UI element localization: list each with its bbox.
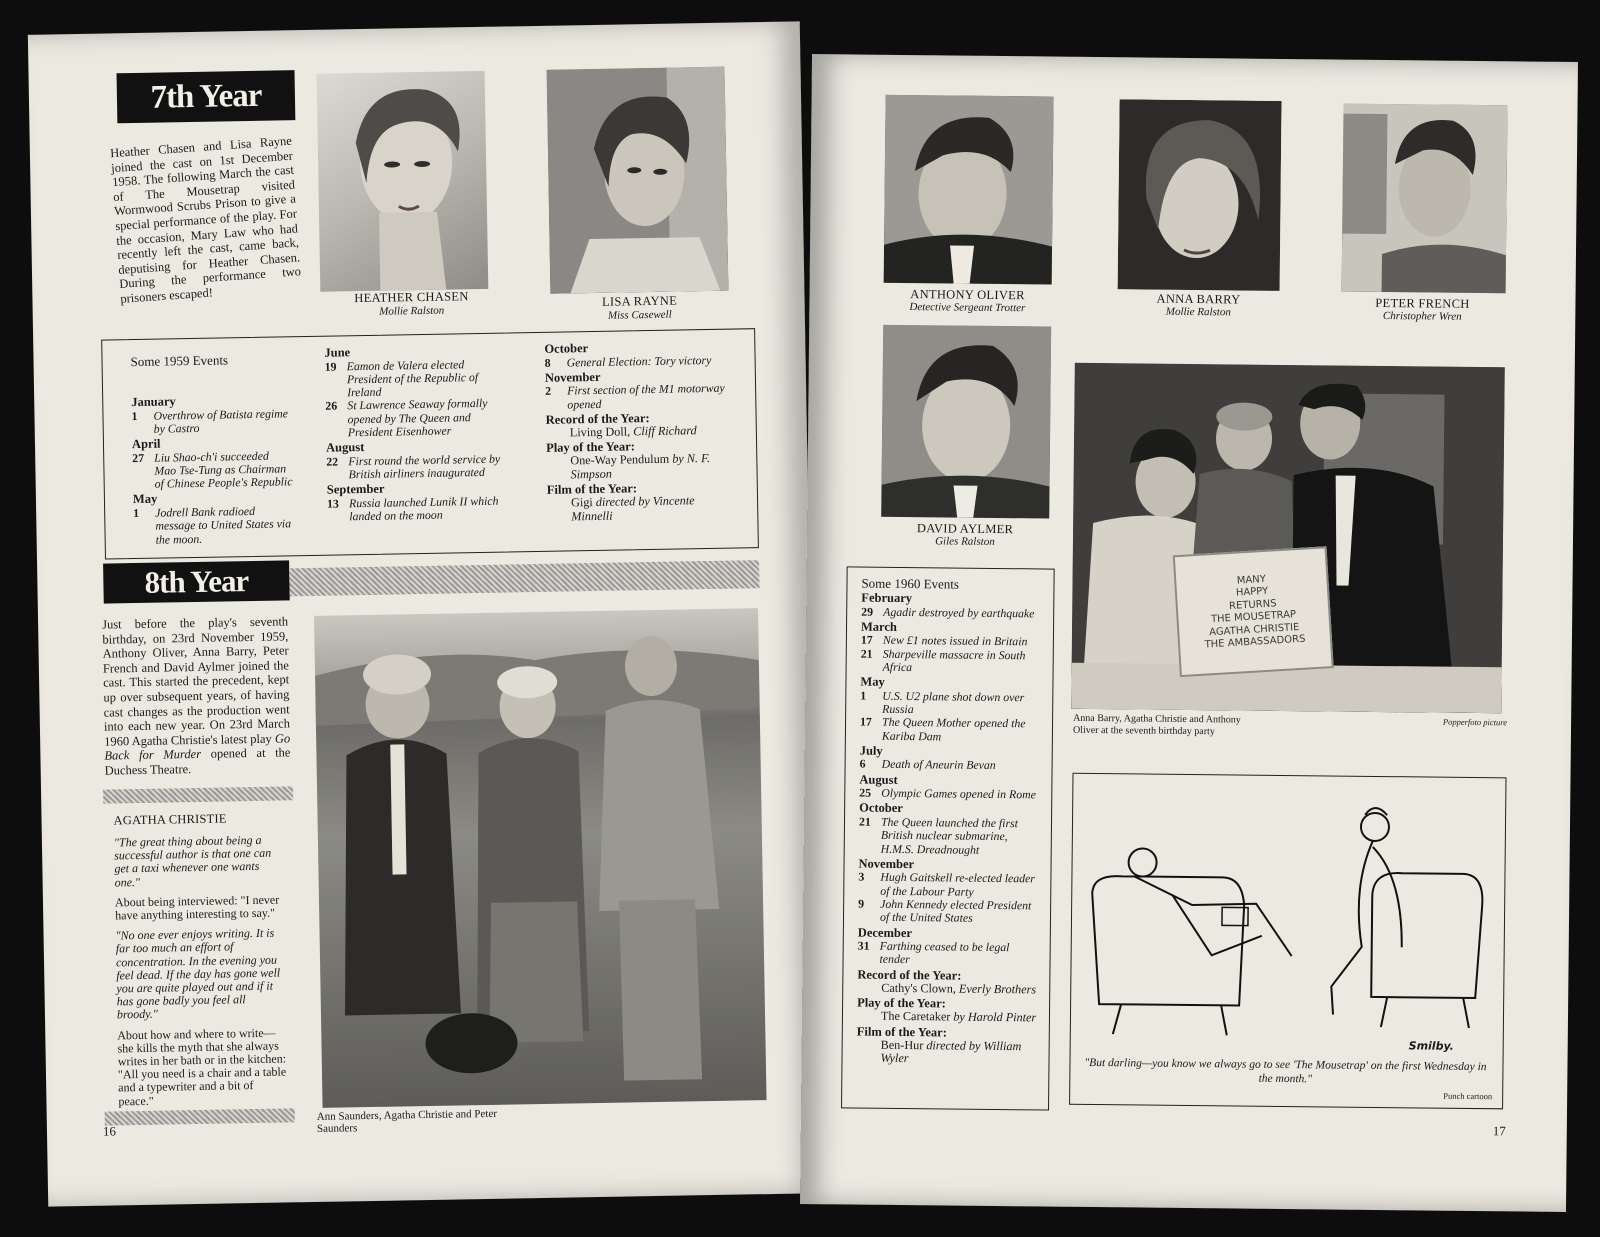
- record-credit: Everly Brothers: [958, 981, 1037, 997]
- agatha-box-top-rule: [103, 786, 293, 803]
- year-8-text: [102, 614, 291, 778]
- cartoon-caption: "But darling—you know we always go to see 'The Mousetrap' on the first Wednesday in the month.": [1084, 1056, 1487, 1086]
- record-credit: Cliff Richard: [633, 423, 697, 439]
- record-body: [857, 981, 1037, 996]
- event-item: [326, 452, 506, 482]
- david-aylmer-photo: [881, 325, 1051, 519]
- events-1959-box: [101, 328, 759, 559]
- record-body: [856, 1038, 1036, 1067]
- record-value: Cathy's Clown,: [881, 980, 956, 996]
- year-8-text-part-2: opened at the Duchess Theatre.: [104, 745, 291, 778]
- heather-chasen-photo: [317, 71, 489, 292]
- record-value: One-Way Pendulum: [570, 452, 670, 468]
- anthony-oliver-photo: [884, 95, 1054, 285]
- anna-barry-name: ANNA BARRY: [1156, 291, 1241, 307]
- cake-line: THE MOUSETRAP: [1210, 609, 1297, 626]
- interview-quote: About being interviewed: "I never have anything interesting to say.": [114, 892, 280, 923]
- birthday-party-photo: [1071, 363, 1505, 713]
- lisa-rayne-role: Miss Casewell: [607, 308, 672, 322]
- event-text: John Kennedy elected President of the United States: [879, 896, 1032, 926]
- heather-chasen-name: HEATHER CHASEN: [354, 289, 469, 306]
- event-item: [859, 787, 1039, 802]
- event-day: 6: [859, 756, 866, 771]
- event-text: Agadir destroyed by earthquake: [883, 604, 1035, 620]
- record-credit: by N. F. Simpson: [570, 451, 711, 482]
- writing-quote: "No one ever enjoys writing. It is far too much an effort of concentration. In the evening you feel dead. If the day has gone well you are quite played out and if it has gone badly you feel all broody.": [115, 925, 281, 1022]
- event-item: [860, 716, 1040, 744]
- record-body: [857, 1010, 1037, 1025]
- record-credit: by Harold Pinter: [953, 1009, 1037, 1025]
- event-day: 22: [326, 454, 339, 469]
- event-item: [133, 504, 294, 547]
- year-7-banner: 7th Year: [117, 70, 296, 123]
- event-day: 31: [857, 938, 870, 953]
- event-item: [131, 407, 291, 436]
- events-1960-title: Some 1960 Events: [861, 575, 960, 592]
- event-day: 17: [859, 714, 872, 729]
- event-day: 17: [860, 632, 873, 647]
- agatha-christie-heading: AGATHA CHRISTIE: [113, 811, 227, 828]
- event-month: May: [132, 492, 158, 507]
- david-aylmer-role: Giles Ralston: [935, 535, 995, 548]
- record-heading: Film of the Year:: [546, 481, 638, 498]
- event-month: February: [861, 590, 913, 606]
- events-1959-column-1: [131, 391, 294, 547]
- events-1959-column-3: [544, 338, 737, 525]
- event-month: October: [859, 801, 903, 816]
- event-text: Liu Shao-ch'i succeeded Mao Tse-Tung as Chairman of Chinese People's Republic: [154, 448, 293, 491]
- anna-barry-photo: [1118, 99, 1282, 291]
- event-day: 9: [858, 896, 865, 911]
- event-month: June: [324, 345, 351, 360]
- event-day: 3: [858, 869, 865, 884]
- event-month: November: [858, 856, 915, 871]
- event-item: [857, 940, 1037, 968]
- record-value: Living Doll,: [569, 424, 631, 440]
- event-item: [325, 357, 506, 400]
- event-text: Russia launched Lunik II which landed on the moon: [348, 493, 499, 524]
- event-item: [858, 871, 1038, 899]
- event-day: 1: [131, 408, 138, 423]
- record-credit: directed by William Wyler: [880, 1037, 1022, 1066]
- event-day: 2: [545, 384, 552, 399]
- event-month: July: [859, 743, 883, 758]
- peter-french-photo: [1342, 104, 1508, 294]
- event-text: Overthrow of Batista regime by Castro: [153, 405, 289, 436]
- event-text: Hugh Gaitskell re-elected leader of the Labour Party: [880, 870, 1036, 899]
- event-text: U.S. U2 plane shot down over Russia: [882, 688, 1025, 717]
- lisa-rayne-name: LISA RAYNE: [601, 293, 678, 309]
- agatha-christie-quotes: [113, 810, 288, 1115]
- event-text: New £1 notes issued in Britain: [882, 633, 1028, 649]
- group-photo: [314, 608, 767, 1108]
- year-8-text-part-1: Just before the play's seventh birthday, on 23rd November 1959, Anthony Oliver, Anna Barry, Peter French and David Aylmer joined the cast. This started the precedent, kept up over subsequent years, of having cast changes as the production went into each new year. On 23rd March 1960 Agatha Christie's latest play: [102, 614, 291, 749]
- party-photo-caption: Anna Barry, Agatha Christie and Anthony Oliver at the seventh birthday party: [1072, 712, 1241, 737]
- events-1960-box: [841, 566, 1055, 1110]
- event-day: 26: [325, 398, 338, 414]
- cartoonist-signature: Smilby.: [1408, 1039, 1454, 1053]
- event-month: May: [860, 674, 885, 690]
- event-text: Olympic Games opened in Rome: [881, 785, 1037, 802]
- cake-line: HAPPY: [1235, 585, 1269, 599]
- peter-french-role: Christopher Wren: [1382, 310, 1462, 323]
- event-item: [325, 397, 506, 440]
- lisa-rayne-photo: [547, 67, 729, 294]
- year-7-text: [110, 134, 303, 307]
- record-heading: Play of the Year:: [857, 995, 946, 1011]
- event-day: 8: [544, 355, 551, 370]
- group-photo-caption: Ann Saunders, Agatha Christie and Peter Saunders: [316, 1107, 498, 1135]
- event-item: [859, 816, 1039, 858]
- event-day: 1: [860, 688, 867, 703]
- event-day: 1: [133, 505, 140, 521]
- record-value: Ben-Hur: [880, 1037, 924, 1052]
- events-1959-title: Some 1959 Events: [130, 352, 229, 370]
- year-8-banner: 8th Year: [103, 560, 290, 603]
- left-page: [28, 21, 820, 1206]
- event-day: 29: [861, 604, 874, 619]
- event-item: [861, 605, 1041, 620]
- event-text: Eamon de Valera elected President of the Republic of Ireland: [346, 356, 479, 400]
- event-text: General Election: Tory victory: [566, 352, 712, 369]
- event-item: [861, 647, 1041, 675]
- events-1959-column-2: [324, 342, 507, 525]
- event-text: First round the world service by British airliners inaugurated: [348, 451, 501, 482]
- cake-inscription: [1201, 571, 1306, 652]
- david-aylmer-name: DAVID AYLMER: [916, 521, 1014, 537]
- punch-cartoon-box: [1069, 773, 1506, 1110]
- anthony-oliver-name: ANTHONY OLIVER: [910, 287, 1025, 303]
- event-month: December: [857, 925, 913, 940]
- record-body: [547, 494, 737, 524]
- event-day: 21: [860, 646, 873, 661]
- event-month: September: [326, 482, 385, 498]
- event-text: First section of the M1 motorway opened: [567, 381, 725, 412]
- record-heading: Record of the Year:: [857, 967, 962, 983]
- event-month: March: [860, 619, 897, 634]
- anthony-oliver-role: Detective Sergeant Trotter: [909, 301, 1026, 315]
- right-page: [800, 54, 1578, 1212]
- event-month: November: [544, 369, 601, 385]
- birthday-cake: [1173, 546, 1334, 677]
- year-8-rule: [289, 560, 759, 596]
- event-text: Jodrell Bank radioed message to United States via the moon.: [155, 503, 292, 547]
- event-month: April: [131, 436, 161, 452]
- cartoon-drawing: [1071, 784, 1506, 1039]
- event-text: St Lawrence Seaway formally opened by The Queen and President Eisenhower: [347, 396, 488, 440]
- event-text: Death of Aneurin Bevan: [881, 757, 996, 773]
- events-1960-list: [856, 590, 1041, 1067]
- event-day: 27: [132, 450, 145, 465]
- record-heading: Play of the Year:: [546, 439, 635, 456]
- event-item: [132, 449, 293, 492]
- anna-barry-role: Mollie Ralston: [1165, 305, 1231, 319]
- event-item: [327, 494, 507, 524]
- page-number-17: 17: [1492, 1123, 1506, 1139]
- event-day: 25: [859, 785, 872, 800]
- record-credit: directed by Vincente Minnelli: [571, 493, 695, 524]
- event-text: The Queen Mother opened the Kariba Dam: [881, 715, 1026, 743]
- page-number-16: 16: [102, 1123, 117, 1139]
- event-month: October: [544, 341, 589, 356]
- where-to-write-quote: About how and where to write—she kills the myth that she always writes in her bath or in the kitchen: "All you need is a chair and a table and a typewriter and a bit of peace.": [117, 1025, 287, 1109]
- event-item: [545, 382, 735, 412]
- event-text: The Queen launched the first British nuclear submarine, H.M.S. Dreadnought: [880, 814, 1019, 857]
- event-item: [860, 689, 1040, 717]
- cake-line: MANY: [1236, 573, 1267, 587]
- event-day: 21: [858, 814, 871, 829]
- record-heading: Film of the Year:: [856, 1024, 948, 1040]
- event-month: January: [131, 394, 176, 410]
- cake-line: AGATHA CHRISTIE: [1208, 621, 1300, 638]
- event-day: 19: [324, 358, 337, 374]
- heather-chasen-role: Mollie Ralston: [379, 304, 445, 318]
- record-value: Gigi: [570, 495, 593, 510]
- event-item: [858, 898, 1038, 926]
- punch-credit: Punch cartoon: [1443, 1090, 1493, 1102]
- agatha-box-bottom-rule: [105, 1108, 295, 1125]
- peter-french-name: PETER FRENCH: [1375, 295, 1470, 311]
- event-text: Farthing ceased to be legal tender: [879, 938, 1010, 967]
- taxi-quote: "The great thing about being a successful author is that one can get a taxi whenever one wants one.": [113, 832, 272, 890]
- record-body: [546, 452, 736, 482]
- go-back-for-murder-title: Go Back for Murder: [104, 731, 291, 763]
- year-7-paragraph: Heather Chasen and Lisa Rayne joined the cast on 1st December 1958. The following March the cast of The Mousetrap visited Wormwood Scrubs Prison to give a special performance of the play. For the occasion, Mary Law who had recently left the cast, came back, deputising for Heather Chasen. During the performance two prisoners escaped!: [109, 133, 302, 306]
- popperfoto-credit: Popperfoto picture: [1442, 716, 1508, 728]
- record-value: The Caretaker: [880, 1008, 951, 1024]
- record-heading: Record of the Year:: [545, 410, 650, 427]
- event-item: [545, 353, 735, 370]
- event-month: August: [859, 772, 898, 787]
- cake-line: THE AMBASSADORS: [1204, 633, 1306, 651]
- event-day: 13: [326, 496, 339, 511]
- event-text: Sharpeville massacre in South Africa: [882, 646, 1026, 674]
- event-item: [860, 758, 1040, 773]
- event-month: August: [325, 440, 365, 455]
- cake-line: RETURNS: [1228, 597, 1277, 612]
